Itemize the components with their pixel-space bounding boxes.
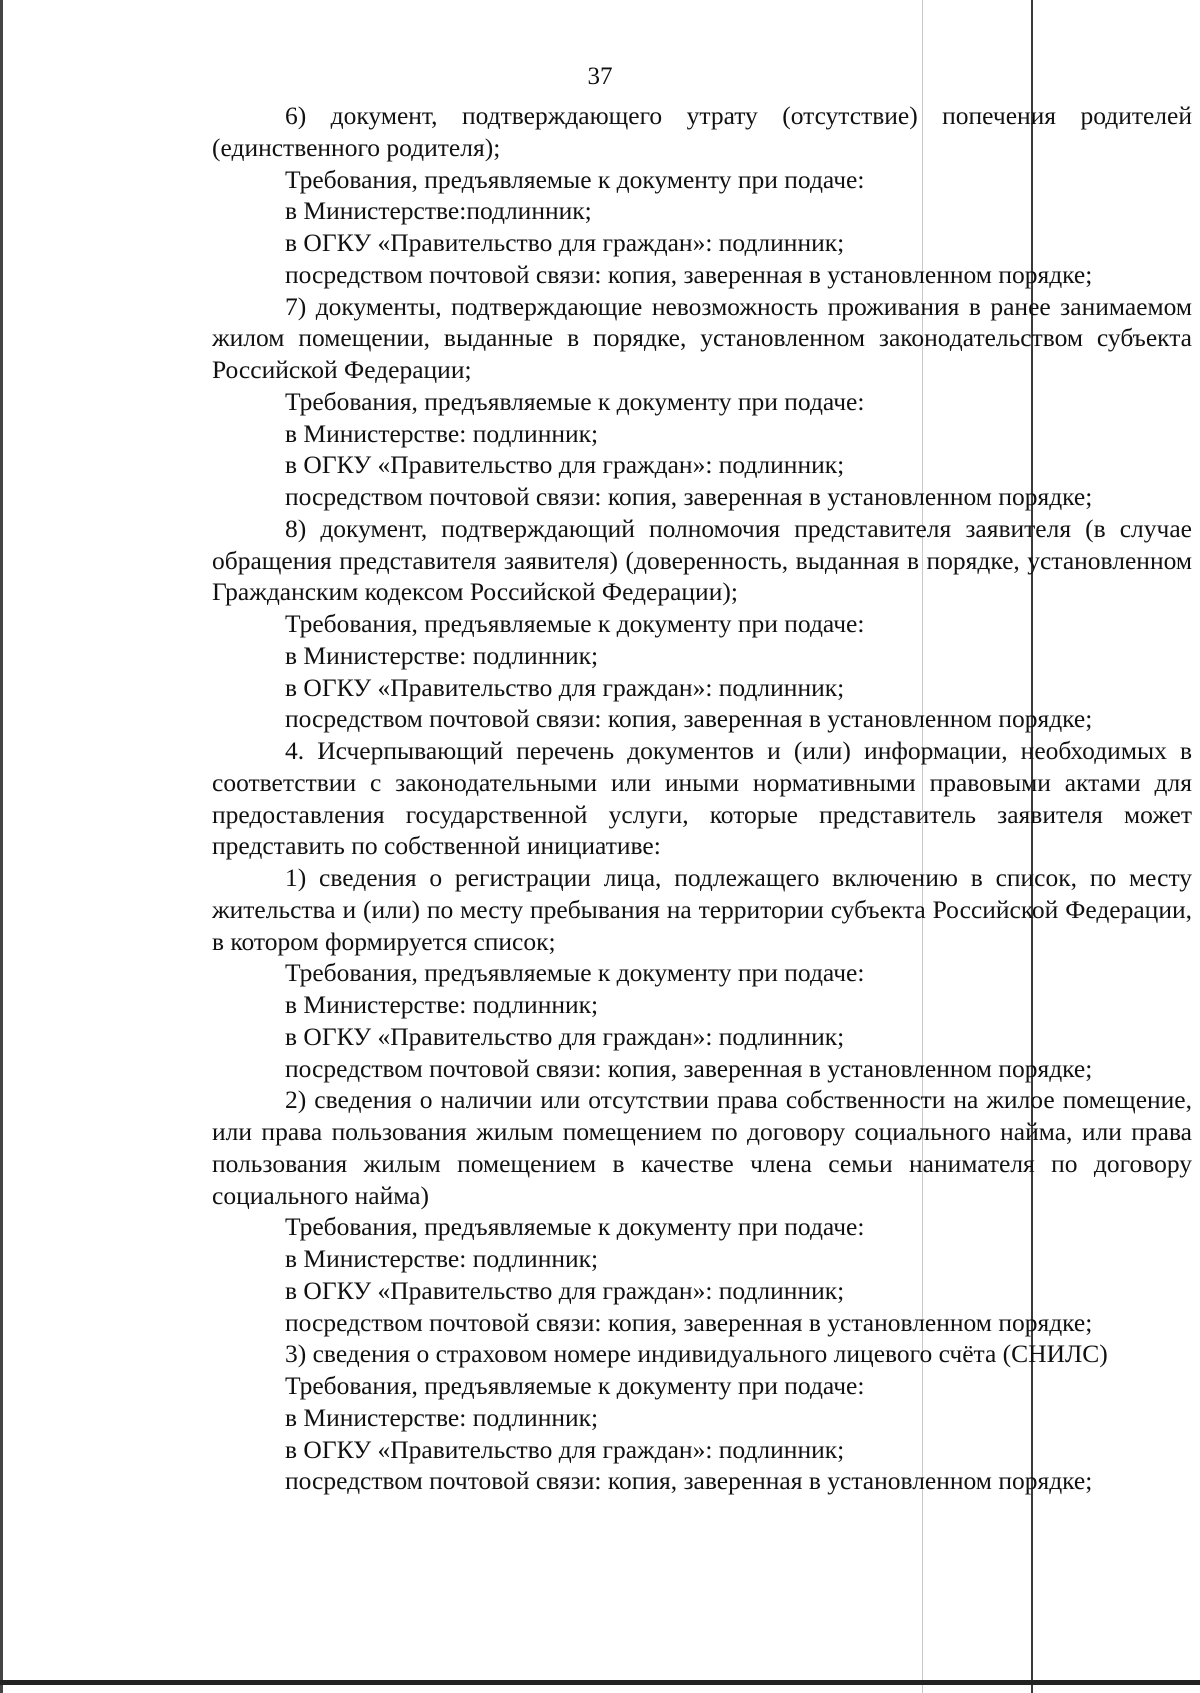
paragraph: в ОГКУ «Правительство для граждан»: подлинник; <box>285 228 845 257</box>
paragraph: Требования, предъявляемые к документу при подаче: <box>285 609 865 638</box>
paragraph: посредством почтовой связи: копия, заверенная в установленном порядке; <box>285 1053 1093 1083</box>
paragraph: 1) сведения о регистрации лица, подлежащего включению в список, по месту жительства и (или) по месту пребывания на территории субъекта Российской Федерации, в котором формируется список; <box>212 863 1192 956</box>
document-body <box>212 100 1192 1497</box>
paragraph: посредством почтовой связи: копия, заверенная в установленном порядке; <box>285 1307 1093 1337</box>
paragraph: в Министерстве: подлинник; <box>285 640 599 670</box>
paragraph: Требования, предъявляемые к документу при подаче: <box>285 1371 865 1400</box>
paragraph: в ОГКУ «Правительство для граждан»: подлинник; <box>285 450 845 480</box>
paragraph: посредством почтовой связи: копия, заверенная в установленном порядке; <box>285 482 1093 511</box>
paragraph: 7) документы, подтверждающие невозможность проживания в ранее занимаемом жилом помещении, выданные в порядке, установленном законодательством субъекта Российской Федерации; <box>212 291 1192 384</box>
paragraph: 4. Исчерпывающий перечень документов и (или) информации, необходимых в соответствии с законодательными или иными нормативными правовыми актами для предоставления государственной услуги, которые представитель заявителя может представить по собственной инициативе: <box>212 736 1192 861</box>
paragraph: посредством почтовой связи: копия, заверенная в установленном порядке; <box>285 259 1093 289</box>
paragraph: посредством почтовой связи: копия, заверенная в установленном порядке; <box>285 1466 1093 1496</box>
paragraph: посредством почтовой связи: копия, заверенная в установленном порядке; <box>285 704 1093 734</box>
paragraph: в Министерстве:подлинник; <box>285 196 592 226</box>
paragraph: Требования, предъявляемые к документу при подаче: <box>285 958 865 988</box>
paragraph: 3) сведения о страховом номере индивидуального лицевого счёта (СНИЛС) <box>285 1339 1108 1369</box>
paragraph: 8) документ, подтверждающий полномочия представителя заявителя (в случае обращения представителя заявителя) (доверенность, выданная в порядке, установленном Гражданским кодексом Российской Федерации); <box>212 513 1192 607</box>
paragraph: в ОГКУ «Правительство для граждан»: подлинник; <box>285 1021 845 1051</box>
paragraph: 2) сведения о наличии или отсутствии права собственности на жилое помещение, или права пользования жилым помещением по договору социального найма, или права пользования жилым помещением в качестве члена семьи нанимателя по договору социального найма) <box>212 1085 1192 1210</box>
scan-edge-left <box>0 0 3 1693</box>
paragraph: в Министерстве: подлинник; <box>285 1244 599 1273</box>
page-number: 37 <box>587 63 613 90</box>
paragraph: в Министерстве: подлинник; <box>285 418 599 448</box>
paragraph: в ОГКУ «Правительство для граждан»: подлинник; <box>285 672 845 702</box>
paragraph: в Министерстве: подлинник; <box>285 990 599 1019</box>
scan-edge-bottom <box>0 1680 1200 1685</box>
paragraph: в ОГКУ «Правительство для граждан»: подлинник; <box>285 1434 845 1464</box>
paragraph: Требования, предъявляемые к документу при подаче: <box>285 386 865 416</box>
paragraph: в Министерстве: подлинник; <box>285 1402 599 1432</box>
paragraph: 6) документ, подтверждающего утрату (отсутствие) попечения родителей (единственного родителя); <box>212 101 1192 162</box>
paragraph: Требования, предъявляемые к документу при подаче: <box>285 1212 865 1242</box>
paragraph: в ОГКУ «Правительство для граждан»: подлинник; <box>285 1275 845 1305</box>
paragraph: Требования, предъявляемые к документу при подаче: <box>285 164 865 194</box>
